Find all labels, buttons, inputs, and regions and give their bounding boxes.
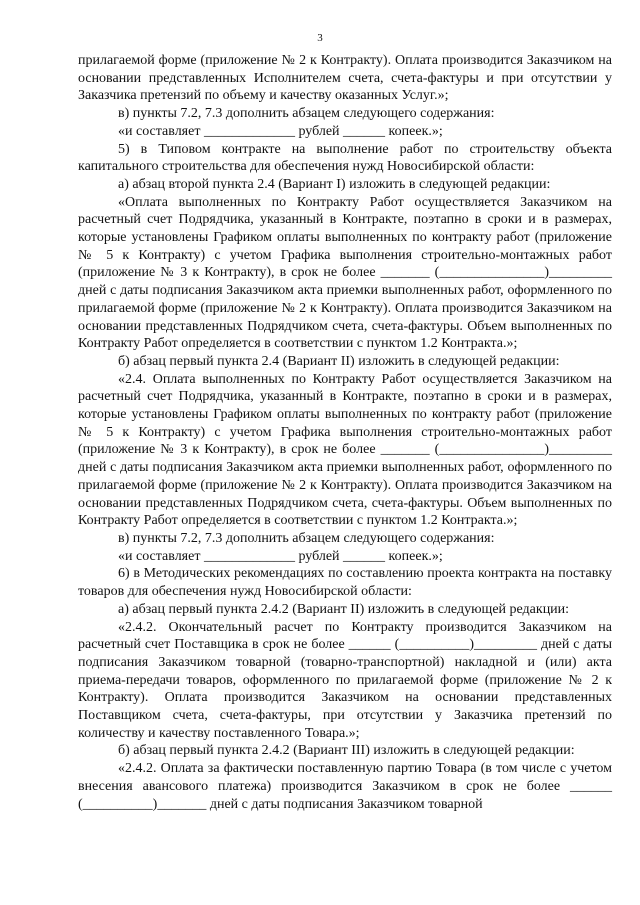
paragraph-10: «и составляет _____________ рублей ______ копеек.»;	[118, 548, 443, 564]
paragraph-2: в) пункты 7.2, 7.3 дополнить абзацем следующего содержания:	[118, 106, 495, 122]
document-body	[78, 52, 612, 813]
paragraph-11: 6) в Методических рекомендациях по составлению проекта контракта на поставку товаров для обеспечения нужд Новосибирской области:	[78, 566, 612, 600]
paragraph-5: а) абзац второй пункта 2.4 (Вариант I) изложить в следующей редакции:	[118, 176, 551, 192]
paragraph-13: «2.4.2. Окончательный расчет по Контракту производится Заказчиком на расчетный счет Поставщика в срок не более ______ (__________)_________ дней с даты подписания Заказчиком товарной (товарно-транспортной) накладной и (или) акта приема-передачи товаров, оформленного по прилагаемой форме (приложение № 2 к Контракту). Оплата производится Заказчиком на основании представленных Поставщиком счета, счета-фактуры, при отсутствии у Заказчика претензий по количеству и качеству поставленного Товара.»;	[78, 619, 612, 741]
paragraph-6: «Оплата выполненных по Контракту Работ осуществляется Заказчиком на расчетный счет Подрядчика, указанный в Контракте, поэтапно в сроки и в размерах, которые установлены Графиком оплаты выполненных по контракту работ (приложение № 5 к Контракту) с учетом Графика выполнения строительно-монтажных работ (приложение № 3 к Контракту), в срок не более _______ (_______________)_________ дней с даты подписания Заказчиком акта приемки выполненных работ, оформленного по прилагаемой форме (приложение № 2 к Контракту). Оплата производится Заказчиком на основании представленных Подрядчиком счета, счета-фактуры. Объем выполненных по Контракту Работ определяется в соответствии с пунктом 1.2 Контракта.»;	[78, 194, 612, 352]
page-number: 3	[317, 32, 323, 44]
paragraph-12: а) абзац первый пункта 2.4.2 (Вариант II) изложить в следующей редакции:	[118, 601, 570, 617]
paragraph-8: «2.4. Оплата выполненных по Контракту Работ осуществляется Заказчиком на расчетный счет Подрядчика, указанный в Контракте, поэтапно в сроки и в размерах, которые установлены Графиком оплаты выполненных по контракту работ (приложение № 5 к Контракту) с учетом Графика выполнения строительно-монтажных работ (приложение № 3 к Контракту), в срок не более _______ (_______________)_________ дней с даты подписания Заказчиком акта приемки выполненных работ, оформленного по прилагаемой форме (приложение № 2 к Контракту). Оплата производится Заказчиком на основании представленных Подрядчиком счета, счета-фактуры. Объем выполненных по Контракту Работ определяется в соответствии с пунктом 1.2 Контракта.»;	[78, 371, 612, 529]
paragraph-14: б) абзац первый пункта 2.4.2 (Вариант III) изложить в следующей редакции:	[118, 743, 575, 759]
paragraph-9: в) пункты 7.2, 7.3 дополнить абзацем следующего содержания:	[118, 530, 495, 546]
paragraph-7: б) абзац первый пункта 2.4 (Вариант II) изложить в следующей редакции:	[118, 353, 560, 369]
paragraph-15: «2.4.2. Оплата за фактически поставленную партию Товара (в том числе с учетом внесения авансового платежа) производится Заказчиком в срок не более ______ (__________)_______ дней с даты подписания Заказчиком товарной	[78, 761, 612, 812]
paragraph-3: «и составляет _____________ рублей ______ копеек.»;	[118, 123, 443, 139]
paragraph-1: прилагаемой форме (приложение № 2 к Контракту). Оплата производится Заказчиком на основании представленных Исполнителем счета, счета-фактуры и при отсутствии у Заказчика претензий по объему и качеству оказанных Услуг.»;	[78, 53, 612, 104]
paragraph-4: 5) в Типовом контракте на выполнение работ по строительству объекта капитального строительства для обеспечения нужд Новосибирской области:	[78, 141, 612, 175]
